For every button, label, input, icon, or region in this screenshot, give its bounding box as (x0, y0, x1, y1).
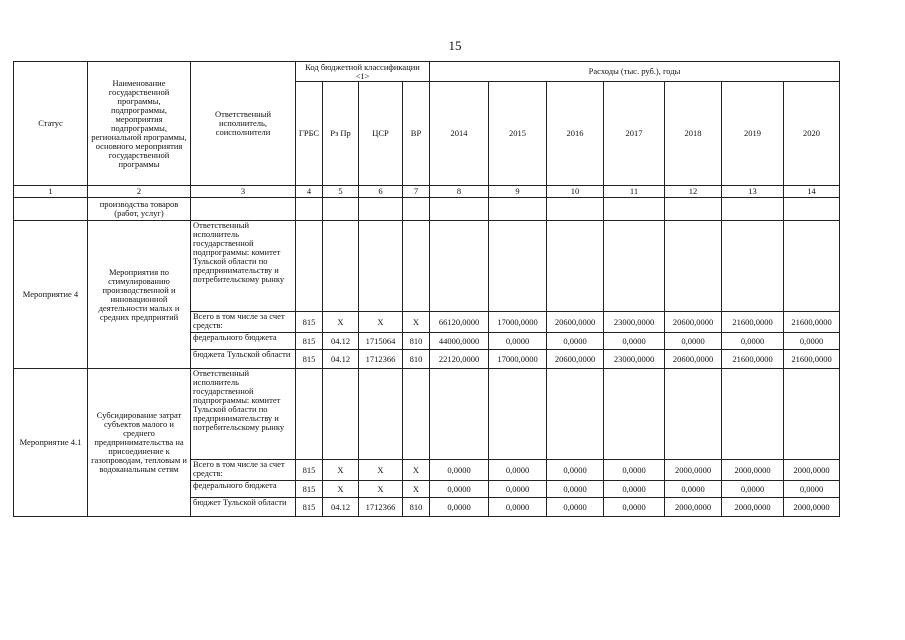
row-label: бюджет Тульской области (191, 498, 296, 517)
value-cell: 2000,0000 (784, 460, 840, 481)
empty-cell (403, 369, 430, 460)
value-cell: 0,0000 (430, 460, 489, 481)
value-cell: 66120,0000 (430, 312, 489, 333)
value-cell: 2000,0000 (722, 498, 784, 517)
rzpr-cell: 04.12 (323, 498, 359, 517)
value-cell: 21600,0000 (784, 312, 840, 333)
empty-cell (665, 221, 722, 312)
header-executor: Ответственный исполнитель, соисполнители (191, 62, 296, 186)
value-cell: 0,0000 (547, 460, 604, 481)
empty-cell (359, 198, 403, 221)
value-cell: 23000,0000 (604, 312, 665, 333)
value-cell: 17000,0000 (489, 350, 547, 369)
rzpr-cell: 04.12 (323, 333, 359, 350)
header-status: Статус (14, 62, 88, 186)
empty-cell (547, 221, 604, 312)
header-rzpr: Рз Пр (323, 82, 359, 186)
column-index: 14 (784, 186, 840, 198)
empty-cell (430, 221, 489, 312)
empty-cell (14, 198, 88, 221)
grbs-cell: 815 (296, 350, 323, 369)
row-label: федерального бюджета (191, 481, 296, 498)
value-cell: 23000,0000 (604, 350, 665, 369)
empty-cell (665, 198, 722, 221)
csr-cell: X (359, 481, 403, 498)
header-year: 2017 (604, 82, 665, 186)
empty-cell (784, 369, 840, 460)
value-cell: 0,0000 (489, 460, 547, 481)
column-index: 7 (403, 186, 430, 198)
column-index: 3 (191, 186, 296, 198)
value-cell: 0,0000 (547, 481, 604, 498)
column-index: 13 (722, 186, 784, 198)
value-cell: 0,0000 (547, 333, 604, 350)
value-cell: 0,0000 (430, 481, 489, 498)
value-cell: 2000,0000 (784, 498, 840, 517)
value-cell: 21600,0000 (722, 312, 784, 333)
value-cell: 20600,0000 (665, 312, 722, 333)
empty-cell (403, 221, 430, 312)
vr-cell: 810 (403, 350, 430, 369)
csr-cell: 1712366 (359, 498, 403, 517)
column-index: 2 (88, 186, 191, 198)
value-cell: 0,0000 (604, 498, 665, 517)
vr-cell: 810 (403, 498, 430, 517)
empty-cell (784, 221, 840, 312)
empty-cell (547, 369, 604, 460)
empty-cell (359, 369, 403, 460)
empty-cell (430, 369, 489, 460)
header-year: 2014 (430, 82, 489, 186)
empty-cell (722, 221, 784, 312)
value-cell: 2000,0000 (665, 460, 722, 481)
value-cell: 0,0000 (604, 333, 665, 350)
value-cell: 0,0000 (665, 481, 722, 498)
block-executor: Ответственный исполнитель государственной подпрограммы: комитет Тульской области по предпринимательству и потребительскому рынку (191, 221, 296, 312)
row-label: бюджета Тульской области (191, 350, 296, 369)
grbs-cell: 815 (296, 460, 323, 481)
value-cell: 20600,0000 (547, 350, 604, 369)
column-index-row (14, 186, 840, 198)
value-cell: 0,0000 (784, 333, 840, 350)
value-cell: 20600,0000 (665, 350, 722, 369)
header-grbs: ГРБС (296, 82, 323, 186)
empty-cell (665, 369, 722, 460)
empty-cell (604, 221, 665, 312)
value-cell: 0,0000 (722, 481, 784, 498)
csr-cell: X (359, 460, 403, 481)
column-index: 10 (547, 186, 604, 198)
vr-cell: X (403, 460, 430, 481)
block-status: Мероприятие 4.1 (14, 369, 88, 517)
empty-cell (489, 198, 547, 221)
block-name: Мероприятия по стимулированию производственной и инновационной деятельности малых и средних предприятий (88, 221, 191, 369)
rzpr-cell: 04.12 (323, 350, 359, 369)
value-cell: 0,0000 (784, 481, 840, 498)
header-year: 2019 (722, 82, 784, 186)
block-status: Мероприятие 4 (14, 221, 88, 369)
column-index: 6 (359, 186, 403, 198)
continuation-row (14, 198, 840, 221)
grbs-cell: 815 (296, 498, 323, 517)
empty-cell (296, 198, 323, 221)
value-cell: 0,0000 (489, 481, 547, 498)
empty-cell (489, 221, 547, 312)
column-index: 11 (604, 186, 665, 198)
header-vr: ВР (403, 82, 430, 186)
grbs-cell: 815 (296, 481, 323, 498)
value-cell: 21600,0000 (784, 350, 840, 369)
empty-cell (359, 221, 403, 312)
vr-cell: X (403, 481, 430, 498)
value-cell: 0,0000 (430, 498, 489, 517)
row-label: Всего в том числе за счет средств: (191, 312, 296, 333)
column-index: 12 (665, 186, 722, 198)
csr-cell: 1715064 (359, 333, 403, 350)
value-cell: 21600,0000 (722, 350, 784, 369)
continuation-name: производства товаров (работ, услуг) (88, 198, 191, 221)
csr-cell: X (359, 312, 403, 333)
vr-cell: X (403, 312, 430, 333)
header-expenses-group: Расходы (тыс. руб.), годы (430, 62, 840, 82)
value-cell: 0,0000 (489, 333, 547, 350)
row-label: Всего в том числе за счет средств: (191, 460, 296, 481)
empty-cell (489, 369, 547, 460)
header-year: 2016 (547, 82, 604, 186)
rzpr-cell: X (323, 481, 359, 498)
empty-cell (547, 198, 604, 221)
value-cell: 2000,0000 (665, 498, 722, 517)
empty-cell (191, 198, 296, 221)
column-index: 9 (489, 186, 547, 198)
header-year: 2018 (665, 82, 722, 186)
budget-table (13, 61, 840, 517)
empty-cell (323, 198, 359, 221)
header-name: Наименование государственной программы, подпрограммы, мероприятия подпрограммы, региональной программы, основного мероприятия государственной программы (88, 62, 191, 186)
value-cell: 44000,0000 (430, 333, 489, 350)
grbs-cell: 815 (296, 312, 323, 333)
empty-cell (604, 369, 665, 460)
empty-cell (403, 198, 430, 221)
rzpr-cell: X (323, 460, 359, 481)
empty-cell (722, 369, 784, 460)
block-executor-row (14, 369, 840, 460)
value-cell: 22120,0000 (430, 350, 489, 369)
rzpr-cell: X (323, 312, 359, 333)
page-number: 15 (448, 38, 462, 53)
csr-cell: 1712366 (359, 350, 403, 369)
column-index: 4 (296, 186, 323, 198)
empty-cell (323, 221, 359, 312)
value-cell: 20600,0000 (547, 312, 604, 333)
value-cell: 0,0000 (665, 333, 722, 350)
header-kbk-group: Код бюджетной классификации <1> (296, 62, 430, 82)
row-label: федерального бюджета (191, 333, 296, 350)
empty-cell (430, 198, 489, 221)
column-index: 1 (14, 186, 88, 198)
empty-cell (296, 369, 323, 460)
header-csr: ЦСР (359, 82, 403, 186)
empty-cell (296, 221, 323, 312)
block-name: Субсидирование затрат субъектов малого и среднего предпринимательства на присоединение к газопроводам, тепловым и водоканальным сетям (88, 369, 191, 517)
header-year: 2020 (784, 82, 840, 186)
vr-cell: 810 (403, 333, 430, 350)
header-row-1 (14, 62, 840, 82)
value-cell: 0,0000 (604, 460, 665, 481)
value-cell: 17000,0000 (489, 312, 547, 333)
header-year: 2015 (489, 82, 547, 186)
empty-cell (323, 369, 359, 460)
block-executor-row (14, 221, 840, 312)
grbs-cell: 815 (296, 333, 323, 350)
value-cell: 0,0000 (547, 498, 604, 517)
empty-cell (722, 198, 784, 221)
value-cell: 0,0000 (604, 481, 665, 498)
block-executor: Ответственный исполнитель государственной подпрограммы: комитет Тульской области по предпринимательству и потребительскому рынку (191, 369, 296, 460)
value-cell: 0,0000 (722, 333, 784, 350)
column-index: 5 (323, 186, 359, 198)
column-index: 8 (430, 186, 489, 198)
value-cell: 2000,0000 (722, 460, 784, 481)
empty-cell (784, 198, 840, 221)
value-cell: 0,0000 (489, 498, 547, 517)
empty-cell (604, 198, 665, 221)
